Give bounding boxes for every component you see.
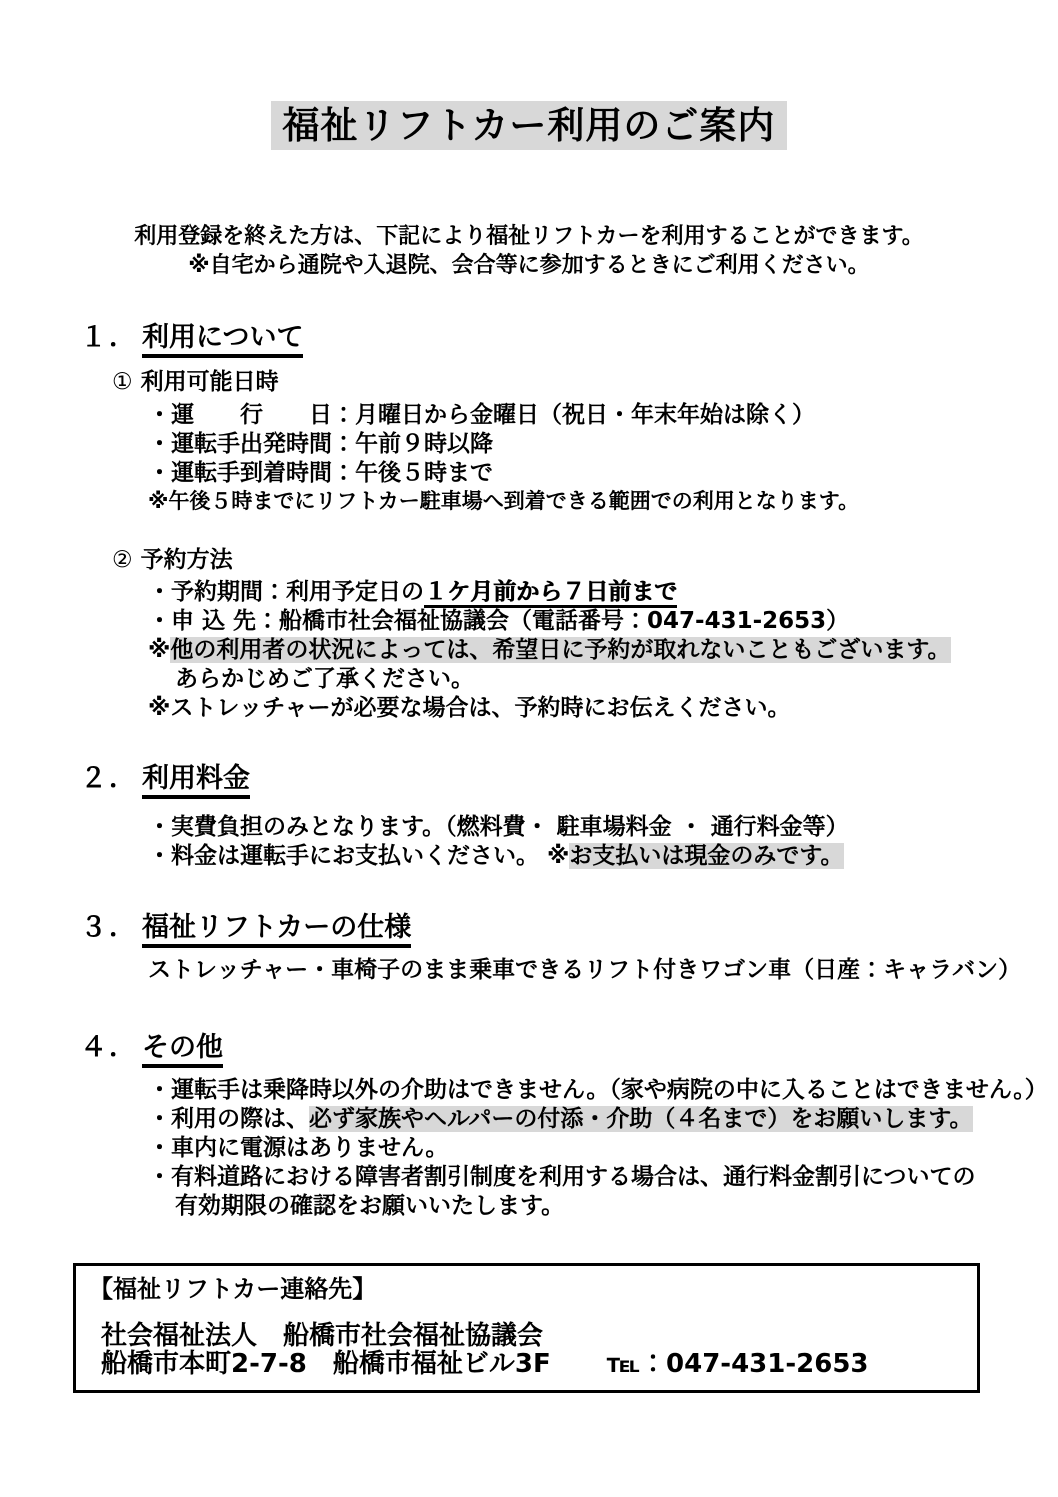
note-availability-marker: ※: [148, 637, 171, 663]
bullet-application-contact: ・申 込 先：船橋市社会福祉協議会（電話番号：047-431-2653）: [148, 608, 850, 634]
section-4-heading: [80, 1033, 1058, 1063]
subsection-reservation-heading: [112, 547, 1058, 574]
intro-line-2: ※自宅から通院や入退院、会合等に参加するときにご利用ください。: [188, 253, 870, 278]
bullet-attendant: [148, 1105, 1058, 1134]
contact-lines: [101, 1322, 977, 1378]
contact-tel: ℡：047-431-2653: [606, 1349, 869, 1379]
reservation-period-prefix: ・予約期間：利用予定日の: [148, 579, 424, 605]
page-title: 福祉リフトカー利用のご案内: [271, 101, 788, 150]
bullet-reservation-period: [148, 578, 1058, 607]
fee-bullet-list: [0, 813, 1058, 871]
reservation-bullet-list: [0, 578, 1058, 723]
section-1-title: 利用について: [142, 322, 303, 358]
section-2-title: 利用料金: [142, 763, 250, 799]
bullet-actual-cost: ・実費負担のみとなります。（燃料費・ 駐車場料金 ・ 通行料金等）: [148, 814, 849, 840]
bullet-departure-time: ・運転手出発時間：午前９時以降: [148, 431, 493, 457]
bullet-payment-highlight: お支払いは現金のみです。: [569, 843, 844, 869]
contact-heading: 【福祉リフトカー連絡先】: [89, 1275, 377, 1303]
note-availability-line2: あらかじめご了承ください。: [175, 666, 474, 692]
circled-1-marker: ①: [112, 369, 133, 395]
bullet-toll-discount-line1: ・有料道路における障害者割引制度を利用する場合は、通行料金割引についての: [148, 1164, 976, 1190]
intro-text: [0, 222, 1058, 280]
section-3-number: ３．: [80, 912, 138, 943]
bullet-arrival-time: ・運転手到着時間：午後５時まで: [148, 460, 493, 486]
section-1-heading: [80, 323, 1058, 353]
bullet-driver-assist: ・運転手は乗降時以外の介助はできません。（家や病院の中に入ることはできません。）: [148, 1077, 1048, 1103]
bullet-toll-discount-line2: 有効期限の確認をお願いいたします。: [175, 1193, 565, 1219]
bullet-payment-prefix: ・料金は運転手にお支払いください。 ※: [148, 843, 570, 869]
contact-box: [73, 1263, 980, 1393]
bullet-attendant-highlight: 必ず家族やヘルパーの付添・介助（４名まで）をお願いします。: [309, 1106, 973, 1132]
note-availability: [148, 636, 1058, 665]
circled-2-marker: ②: [112, 547, 133, 573]
note-availability-highlight: 他の利用者の状況によっては、希望日に予約が取れないこともございます。: [170, 637, 951, 663]
section-2-heading: [80, 764, 1058, 794]
note-operating-range: ※午後５時までにリフトカー駐車場へ到着できる範囲での利用となります。: [148, 489, 860, 513]
subsection-reservation-title: 予約方法: [140, 547, 233, 573]
contact-organization: 社会福祉法人 船橋市社会福祉協議会: [101, 1321, 544, 1351]
bullet-operating-days: ・運 行 日：月曜日から金曜日（祝日・年末年始は除く）: [148, 402, 815, 428]
bullet-attendant-prefix: ・利用の際は、: [148, 1106, 309, 1132]
bullet-no-power: ・車内に電源はありません。: [148, 1135, 449, 1161]
bullet-payment: [148, 842, 1058, 871]
other-bullet-list: [0, 1076, 1058, 1221]
title-row: [0, 0, 1058, 150]
section-2-number: ２．: [80, 763, 138, 794]
note-stretcher: ※ストレッチャーが必要な場合は、予約時にお伝えください。: [148, 695, 791, 721]
vehicle-spec-text: ストレッチャー・車椅子のまま乗車できるリフト付きワゴン車（日産：キャラバン）: [148, 957, 1022, 983]
reservation-period-emphasis: １ケ月前から７日前まで: [424, 579, 677, 608]
contact-address-row: [101, 1350, 977, 1378]
section-4-title: その他: [142, 1032, 223, 1068]
subsection-available-heading: [112, 369, 1058, 396]
section-3-heading: [80, 913, 1058, 943]
section-4-number: ４．: [80, 1032, 138, 1063]
section-3-title: 福祉リフトカーの仕様: [142, 912, 411, 948]
subsection-available-title: 利用可能日時: [140, 369, 279, 395]
intro-line-1: 利用登録を終えた方は、下記により福祉リフトカーを利用することができます。: [134, 224, 924, 249]
section-1-number: １．: [80, 322, 138, 353]
available-bullet-list: [0, 401, 1058, 515]
contact-address: 船橋市本町2-7-8 船橋市福祉ビル3F: [101, 1349, 551, 1379]
